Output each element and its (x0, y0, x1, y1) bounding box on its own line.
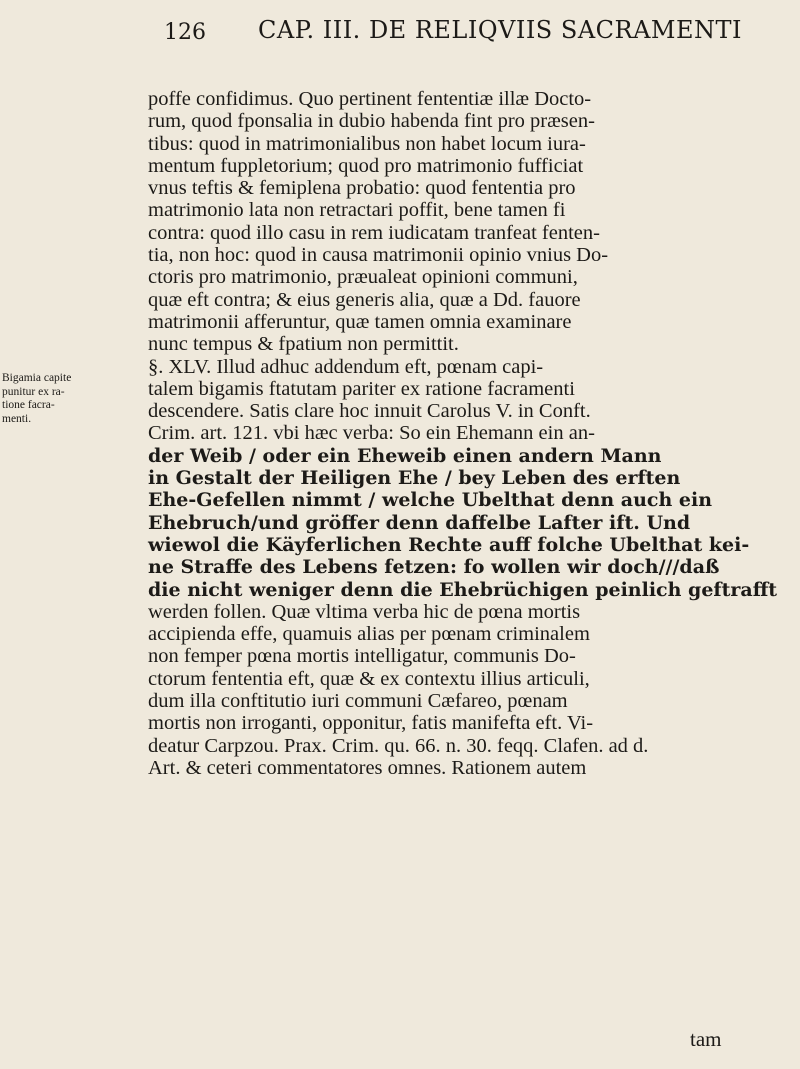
text-line: matrimonii afferuntur, quæ tamen omnia examinare (148, 310, 572, 333)
text-line: Art. & ceteri commentatores omnes. Rationem autem (148, 756, 587, 779)
german-quote-line: der Weib / oder ein Eheweib einen andern Mann (148, 444, 662, 467)
marginal-line: menti. (2, 412, 32, 425)
text-line: nunc tempus & fpatium non permittit. (148, 333, 459, 356)
text-line: ctoris pro matrimonio, præualeat opinioni communi, (148, 266, 578, 289)
text-line: descendere. Satis clare hoc innuit Carolus V. in Conft. (148, 400, 591, 423)
page-number: 126 (164, 20, 206, 45)
text-line: vnus teftis & femiplena probatio: quod fententia pro (148, 177, 576, 200)
text-line: quæ eft contra; & eius generis alia, quæ a Dd. fauore (148, 288, 581, 311)
text-line: mortis non irroganti, opponitur, fatis manifefta eft. Vi- (148, 712, 594, 735)
page-header (0, 10, 800, 70)
text-line: matrimonio lata non retractari poffit, bene tamen fi (148, 199, 566, 222)
text-line: Crim. art. 121. vbi hæc verba: So ein Ehemann ein an- (148, 422, 595, 445)
german-quote-line: ne Straffe des Lebens fetzen: fo wollen wir doch///daß (148, 556, 720, 579)
text-line: rum, quod fponsalia in dubio habenda fint pro præsen- (148, 110, 595, 133)
catchword: tam (690, 1027, 722, 1051)
text-line: tia, non hoc: quod in causa matrimonii opinio vnius Do- (148, 244, 609, 267)
text-line: poffe confidimus. Quo pertinent fententiæ illæ Docto- (148, 88, 592, 110)
text-line: ctorum fententia eft, quæ & ex contextu illius articuli, (148, 667, 590, 690)
marginal-line: Bigamia capite (2, 372, 72, 384)
text-line: accipienda effe, quamuis alias per pœnam criminalem (148, 623, 590, 646)
marginal-note (2, 372, 122, 426)
text-line: deatur Carpzou. Prax. Crim. qu. 66. n. 30. feqq. Clafen. ad d. (148, 734, 649, 757)
german-quote-line: die nicht weniger denn die Ehebrüchigen peinlich geftrafft (148, 578, 778, 601)
text-line: non femper pœna mortis intelligatur, communis Do- (148, 645, 576, 668)
text-line: dum illa conftitutio iuri communi Cæfareo, pœnam (148, 690, 568, 713)
text-line: talem bigamis ftatutam pariter ex ratione facramenti (148, 377, 575, 400)
text-line: mentum fuppletorium; quod pro matrimonio fufficiat (148, 154, 584, 177)
german-quote-line: wiewol die Käyferlichen Rechte auff folche Ubelthat kei- (148, 533, 750, 556)
running-head: CAP. III. DE RELIQVIIS SACRAMENTI (258, 16, 742, 44)
body-text (148, 88, 788, 779)
german-quote-line: Ehe-Gefellen nimmt / welche Ubelthat denn auch ein (148, 489, 713, 512)
text-line: contra: quod illo casu in rem iudicatam tranfeat fenten- (148, 221, 600, 244)
text-line: tibus: quod in matrimonialibus non habet locum iura- (148, 132, 586, 155)
german-quote-line: Ehebruch/und gröffer denn daffelbe Lafter ift. Und (148, 511, 691, 534)
section-heading-line: §. XLV. Illud adhuc addendum eft, pœnam capi- (148, 355, 544, 378)
german-quote-line: in Gestalt der Heiligen Ehe / bey Leben des erften (148, 467, 681, 490)
marginal-line: tione facra- (2, 399, 55, 411)
text-line: werden follen. Quæ vltima verba hic de pœna mortis (148, 600, 581, 623)
marginal-line: punitur ex ra- (2, 385, 65, 398)
